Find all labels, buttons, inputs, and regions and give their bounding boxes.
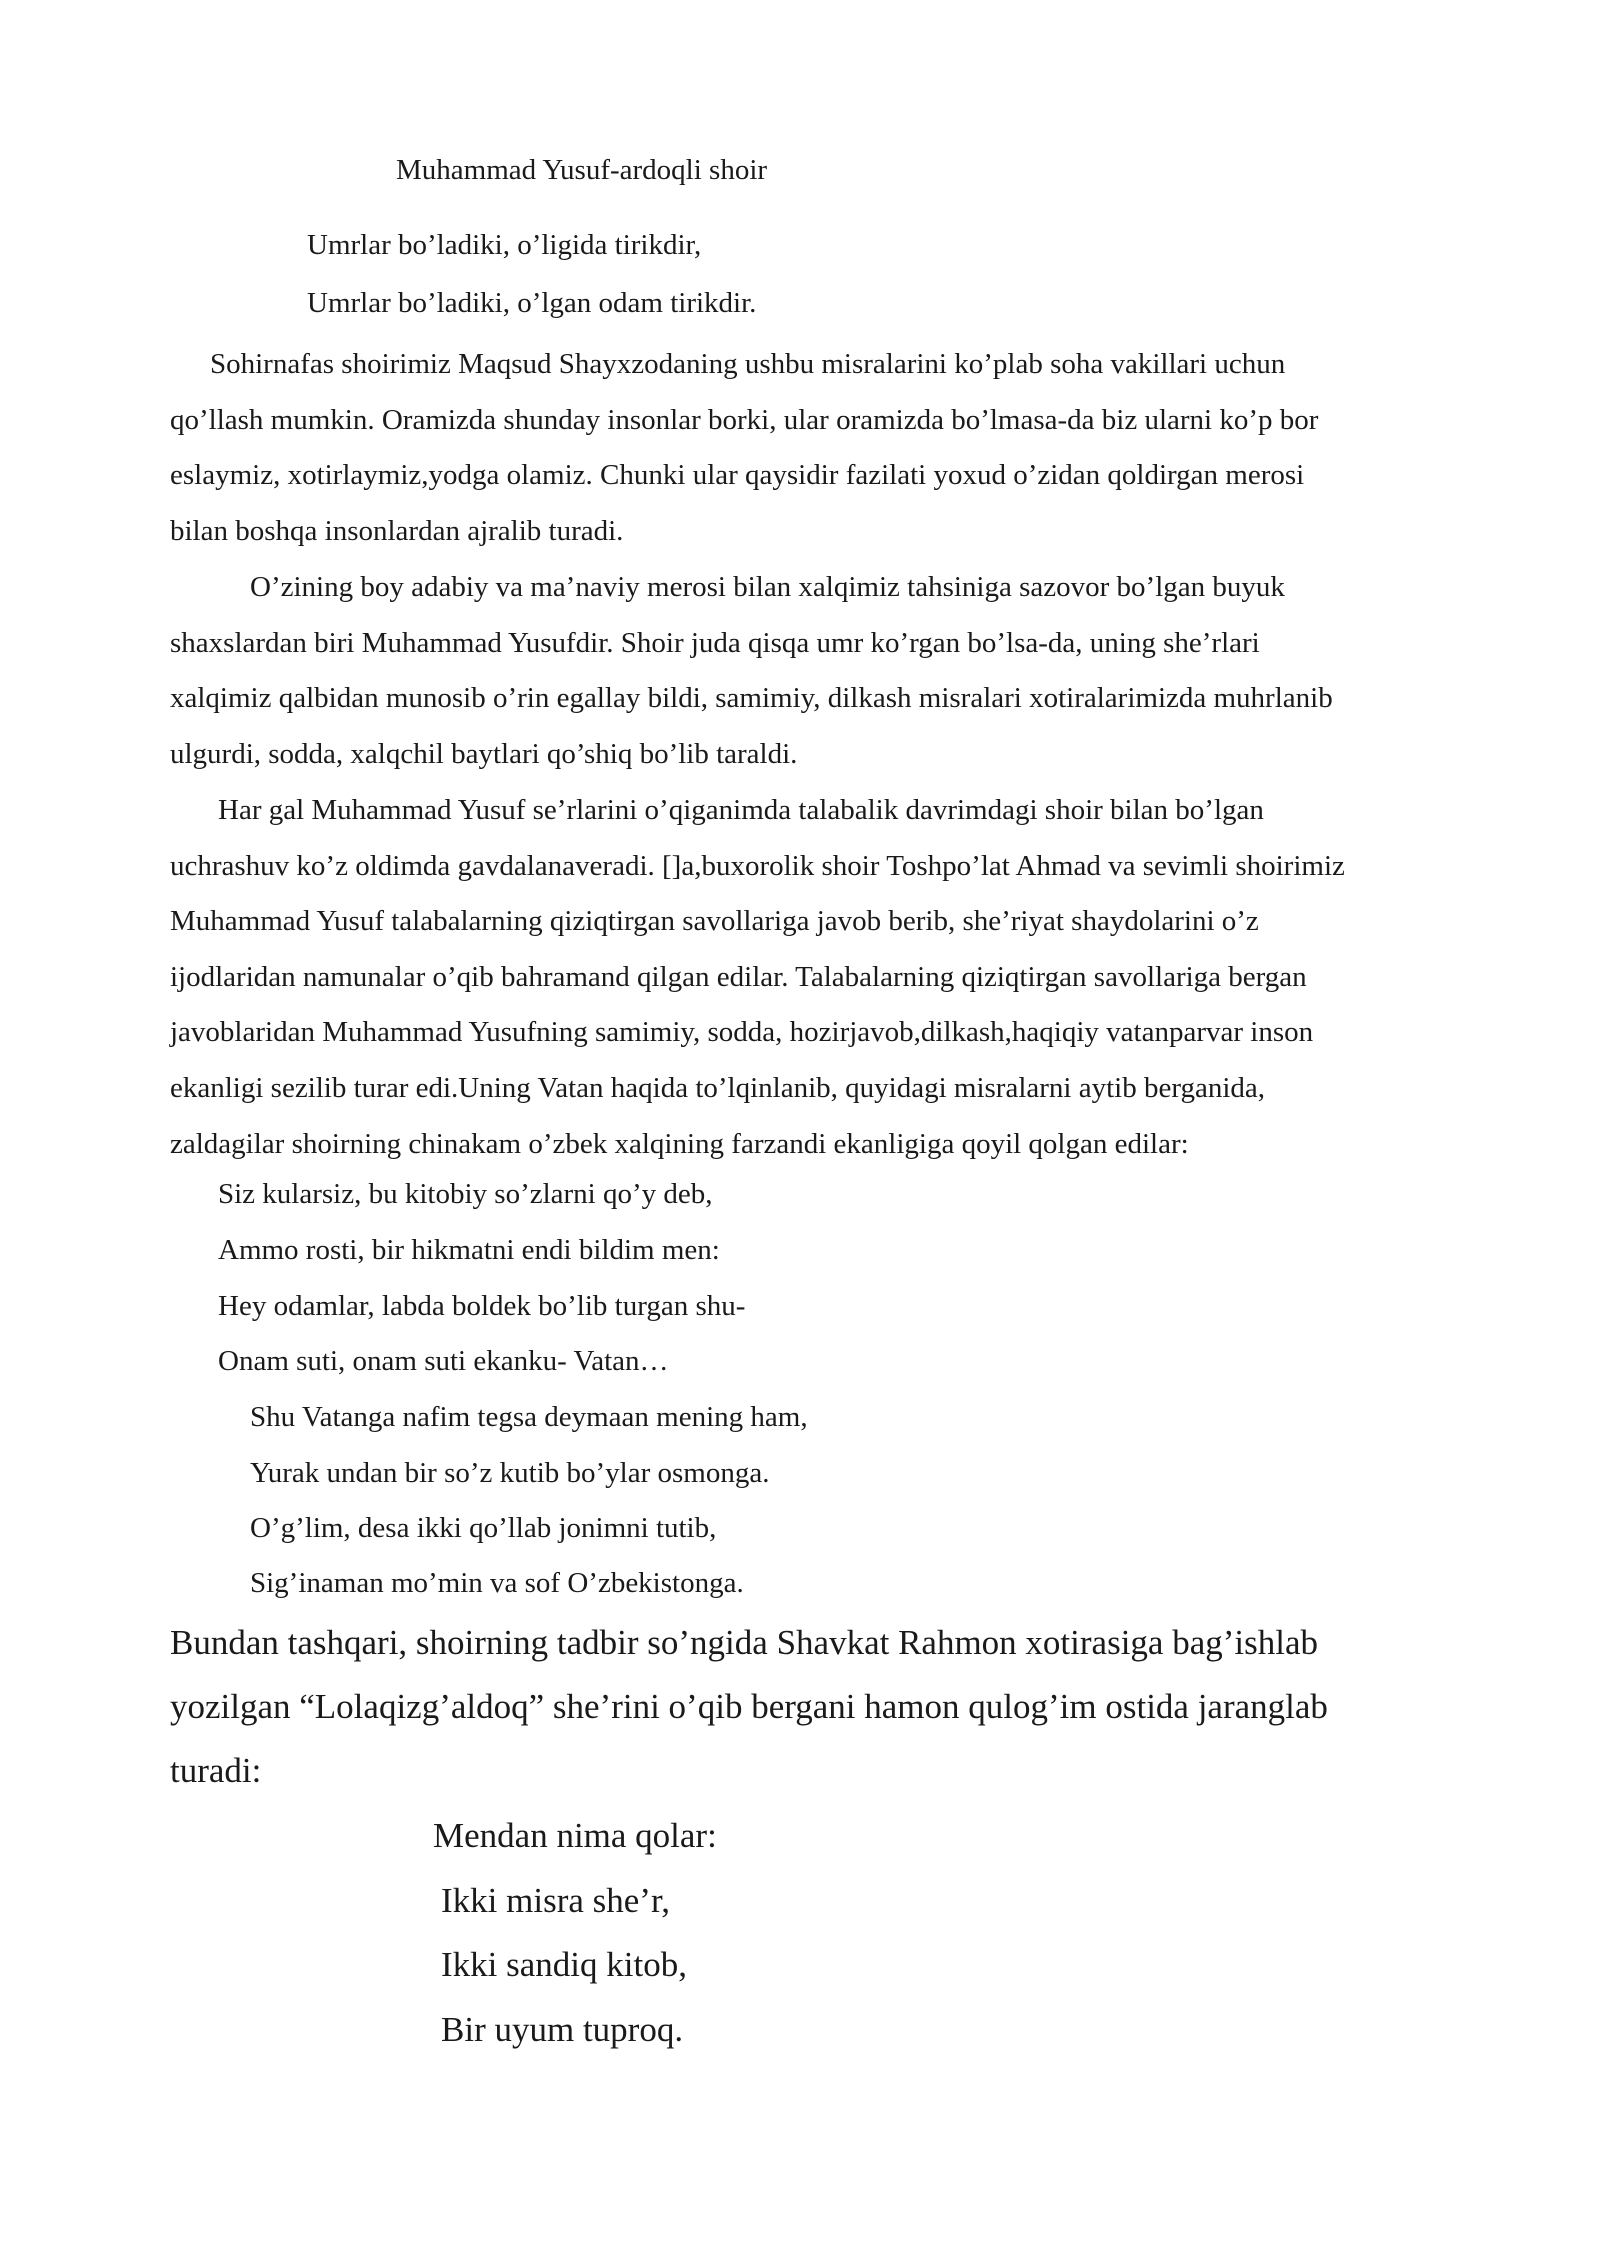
- poem-line: Mendan nima qolar:: [433, 1816, 717, 1855]
- text-line: Sohirnafas shoirimiz Maqsud Shayxzodaning ushbu misralarini ko’plab soha vakillari uchun: [210, 348, 1286, 380]
- poem-line: Yurak undan bir so’z kutib bo’ylar osmonga.: [250, 1457, 770, 1489]
- poem-line: O’g’lim, desa ikki qo’llab jonimni tutib,: [250, 1512, 717, 1544]
- epigraph-line: Umrlar bo’ladiki, o’lgan odam tirikdir.: [307, 287, 757, 319]
- text-line: shaxslardan biri Muhammad Yusufdir. Shoir juda qisqa umr ko’rgan bo’lsa-da, uning she’rlari: [170, 626, 1260, 659]
- poem-line: Onam suti, onam suti ekanku- Vatan…: [218, 1345, 669, 1377]
- poem-line: Bir uyum tuproq.: [441, 2010, 684, 2049]
- text-line: ijodlaridan namunalar o’qib bahramand qilgan edilar. Talabalarning qiziqtirgan savollariga bergan: [170, 960, 1307, 993]
- text-line: Muhammad Yusuf talabalarning qiziqtirgan savollariga javob berib, she’riyat shaydolarini o’z: [170, 905, 1259, 938]
- poem-line: Shu Vatanga nafim tegsa deymaan mening ham,: [250, 1401, 808, 1433]
- paragraph-memory: [170, 783, 1490, 1172]
- paragraph-legacy: [170, 560, 1490, 782]
- text-line: bilan boshqa insonlardan ajralib turadi.: [170, 514, 624, 547]
- paragraph-line: yozilgan “Lolaqizg’aldoq” she’rini o’qib bergani hamon qulog’im ostida jaranglab: [170, 1687, 1328, 1726]
- poem-line: Ikki sandiq kitob,: [441, 1945, 687, 1984]
- poem-line: Sig’inaman mo’min va sof O’zbekistonga.: [250, 1567, 744, 1599]
- poem-line: Ammo rosti, bir hikmatni endi bildim men:: [218, 1234, 720, 1266]
- paragraph-line: Bundan tashqari, shoirning tadbir so’ngida Shavkat Rahmon xotirasiga bag’ishlab: [170, 1623, 1318, 1662]
- paragraph-intro: [170, 337, 1490, 559]
- paragraph-line: turadi:: [170, 1751, 262, 1790]
- poem-line: Ikki misra she’r,: [441, 1881, 670, 1920]
- poem-line: Siz kularsiz, bu kitobiy so’zlarni qo’y deb,: [218, 1178, 713, 1210]
- text-line: ulgurdi, sodda, xalqchil baytlari qo’shiq bo’lib taraldi.: [170, 737, 798, 770]
- text-line: eslaymiz, xotirlaymiz,yodga olamiz. Chunki ular qaysidir fazilati yoxud o’zidan qoldirgan merosi: [170, 459, 1305, 492]
- text-line: javoblaridan Muhammad Yusufning samimiy, sodda, hozirjavob,dilkash,haqiqiy vatanparvar inson: [170, 1016, 1314, 1049]
- text-line: xalqimiz qalbidan munosib o’rin egallay bildi, samimiy, dilkash misralari xotiralarimizda muhrlanib: [170, 682, 1333, 715]
- epigraph-line: Umrlar bo’ladiki, o’ligida tirikdir,: [307, 229, 702, 261]
- text-line: ekanligi sezilib turar edi.Uning Vatan haqida to’lqinlanib, quyidagi misralarni aytib berganida,: [170, 1071, 1266, 1104]
- poem-line: Hey odamlar, labda boldek bo’lib turgan shu-: [218, 1290, 746, 1322]
- text-line: O’zining boy adabiy va ma’naviy merosi bilan xalqimiz tahsiniga sazovor bo’lgan buyuk: [250, 571, 1285, 603]
- text-line: uchrashuv ko’z oldimda gavdalanaveradi. []a,buxorolik shoir Toshpo’lat Ahmad va sevimli shoirimiz: [170, 849, 1345, 882]
- text-line: Har gal Muhammad Yusuf se’rlarini o’qiganimda talabalik davrimdagi shoir bilan bo’lgan: [218, 794, 1264, 826]
- text-line: zaldagilar shoirning chinakam o’zbek xalqining farzandi ekanligiga qoyil qolgan edilar:: [170, 1127, 1189, 1160]
- page-title: Muhammad Yusuf-ardoqli shoir: [396, 154, 768, 186]
- text-line: qo’llash mumkin. Oramizda shunday insonlar borki, ular oramizda bo’lmasa-da biz ularni ko’p bor: [170, 403, 1319, 436]
